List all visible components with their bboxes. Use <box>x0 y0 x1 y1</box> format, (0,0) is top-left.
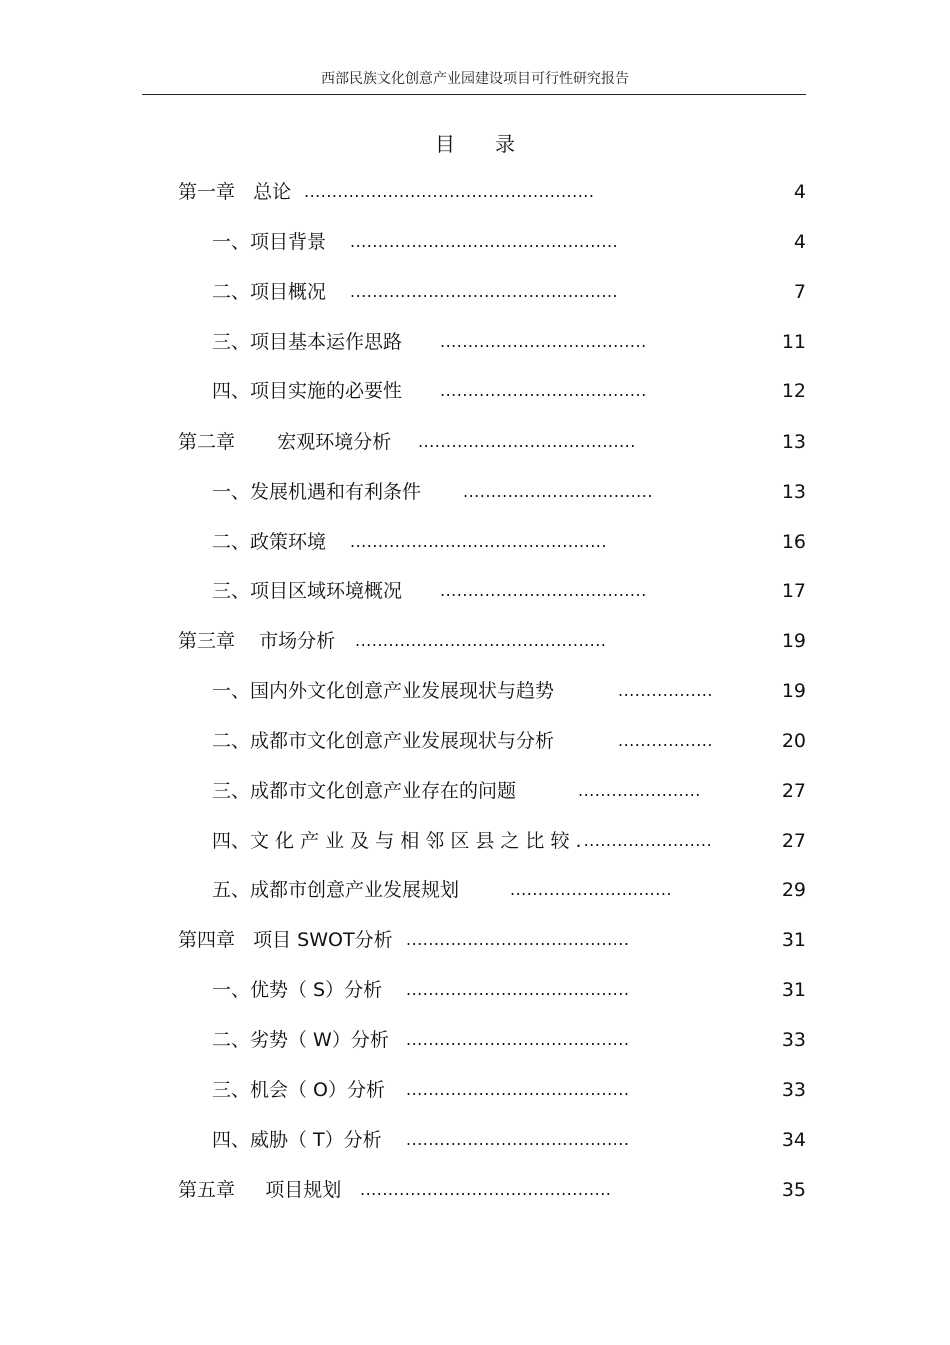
toc-section-entry[interactable] <box>212 377 806 405</box>
toc-page-number: 13 <box>781 431 806 453</box>
toc-leader-dots: ..................................... <box>440 381 647 400</box>
toc-leader-dots: ..................................... <box>440 332 647 351</box>
toc-page-number: 4 <box>793 181 806 203</box>
toc-section-entry[interactable] <box>212 1126 806 1154</box>
toc-section-entry[interactable] <box>212 278 806 306</box>
toc-chapter-entry[interactable] <box>178 428 806 456</box>
toc-page-number: 17 <box>781 580 806 602</box>
toc-title: 目录 <box>435 132 555 156</box>
toc-section-entry[interactable] <box>212 976 806 1004</box>
toc-entry-label: 第一章 总论 <box>178 181 292 203</box>
toc-chapter-entry[interactable] <box>178 178 806 206</box>
toc-page-number: 20 <box>781 730 806 752</box>
toc-section-entry[interactable] <box>212 577 806 605</box>
toc-page-number: 31 <box>781 929 806 951</box>
toc-leader-dots: ................................................ <box>350 232 619 251</box>
toc-page-number: 34 <box>781 1129 806 1151</box>
toc-section-entry[interactable] <box>212 777 806 805</box>
toc-entry-label: 五、成都市创意产业发展规划 <box>212 879 460 901</box>
toc-page-number: 19 <box>781 630 806 652</box>
toc-section-entry[interactable] <box>212 827 806 855</box>
toc-section-entry[interactable] <box>212 876 806 904</box>
toc-section-entry[interactable] <box>212 478 806 506</box>
toc-page-number: 19 <box>781 680 806 702</box>
toc-page-number: 29 <box>781 879 806 901</box>
toc-page-number: 35 <box>781 1179 806 1201</box>
toc-leader-dots: ..................................... <box>440 581 647 600</box>
toc-entry-label: 一、项目背景 <box>212 231 327 253</box>
toc-entry-label: 一、国内外文化创意产业发展现状与趋势 <box>212 680 555 702</box>
toc-leader-dots: ........................................ <box>406 1080 630 1099</box>
toc-page-number: 16 <box>781 531 806 553</box>
toc-page-number: 12 <box>781 380 806 402</box>
toc-entry-label: 第三章 市场分析 <box>178 630 336 652</box>
toc-leader-dots: .................................. <box>463 482 653 501</box>
toc-leader-dots: ....................... <box>583 831 713 850</box>
toc-entry-label: 一、优势（ S）分析 <box>212 979 383 1001</box>
toc-entry-label: 二、成都市文化创意产业发展现状与分析 <box>212 730 555 752</box>
toc-leader-dots: ........................................ <box>406 980 630 999</box>
toc-chapter-entry[interactable] <box>178 1176 806 1204</box>
toc-entry-label: 二、政策环境 <box>212 531 327 553</box>
toc-chapter-entry[interactable] <box>178 926 806 954</box>
toc-entry-label: 一、发展机遇和有利条件 <box>212 481 422 503</box>
toc-entry-label: 第四章 项目 SWOT分析 <box>178 929 393 951</box>
toc-page-number: 13 <box>781 481 806 503</box>
toc-leader-dots: ........................................ <box>406 1130 630 1149</box>
toc-section-entry[interactable] <box>212 228 806 256</box>
toc-entry-label: 四、威胁（ T）分析 <box>212 1129 382 1151</box>
toc-leader-dots: ........................................ <box>406 930 630 949</box>
running-header: 西部民族文化创意产业园建设项目可行性研究报告 <box>321 71 629 87</box>
toc-section-entry[interactable] <box>212 677 806 705</box>
toc-leader-dots: ....................................... <box>418 432 636 451</box>
toc-entry-label: 三、项目区域环境概况 <box>212 580 403 602</box>
toc-leader-dots: ........................................ <box>406 1030 630 1049</box>
toc-entry-label: 第二章 宏观环境分析 <box>178 431 392 453</box>
toc-section-entry[interactable] <box>212 1076 806 1104</box>
toc-page-number: 4 <box>793 231 806 253</box>
toc-entry-label: 三、成都市文化创意产业存在的问题 <box>212 780 517 802</box>
toc-leader-dots: ...................... <box>578 781 701 800</box>
toc-leader-dots: ................. <box>618 731 713 750</box>
toc-page-number: 27 <box>781 830 806 852</box>
toc-page-number: 27 <box>781 780 806 802</box>
toc-page-number: 33 <box>781 1029 806 1051</box>
toc-page-number: 7 <box>793 281 806 303</box>
toc-section-entry[interactable] <box>212 328 806 356</box>
toc-leader-dots: .................................................... <box>304 182 595 201</box>
toc-entry-label: 三、项目基本运作思路 <box>212 331 403 353</box>
toc-entry-label: 二、项目概况 <box>212 281 327 303</box>
toc-entry-label: 三、机会（ O）分析 <box>212 1079 385 1101</box>
toc-leader-dots: .............................................. <box>350 532 607 551</box>
toc-leader-dots: ................. <box>618 681 713 700</box>
toc-section-entry[interactable] <box>212 727 806 755</box>
toc-page-number: 11 <box>781 331 806 353</box>
toc-section-entry[interactable] <box>212 1026 806 1054</box>
toc-leader-dots: ............................. <box>510 880 672 899</box>
toc-leader-dots: ................................................ <box>350 282 619 301</box>
toc-entry-label: 二、劣势（ W）分析 <box>212 1029 389 1051</box>
toc-leader-dots: ............................................. <box>355 631 607 650</box>
toc-page-number: 33 <box>781 1079 806 1101</box>
toc-entry-label: 四、项目实施的必要性 <box>212 380 403 402</box>
toc-section-entry[interactable] <box>212 528 806 556</box>
toc-entry-label: 第五章 项目规划 <box>178 1179 342 1201</box>
toc-leader-dots: ............................................. <box>360 1180 612 1199</box>
toc-chapter-entry[interactable] <box>178 627 806 655</box>
toc-entry-label: 四、文 化 产 业 及 与 相 邻 区 县 之 比 较 . <box>212 830 582 852</box>
toc-page-number: 31 <box>781 979 806 1001</box>
